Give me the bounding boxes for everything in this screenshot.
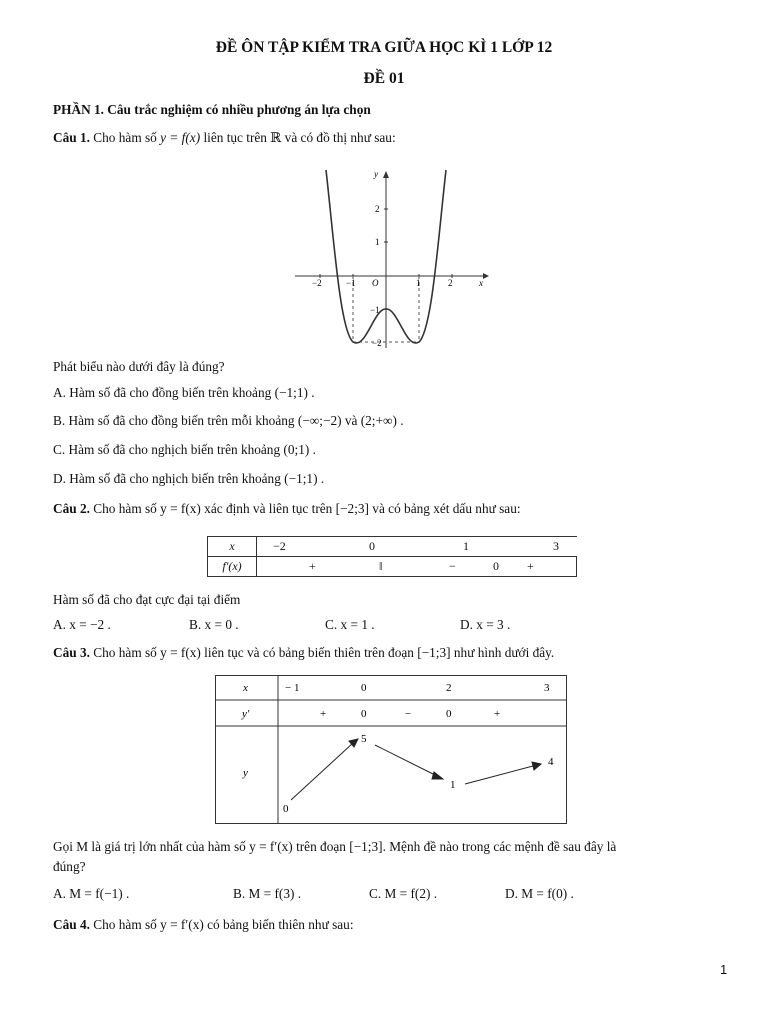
var-sign-plus-1: + xyxy=(320,708,327,720)
var-sign-zero-2: 0 xyxy=(446,708,452,720)
page-number: 1 xyxy=(720,962,728,977)
q3-option-a[interactable]: A. M = f(−1) . xyxy=(53,886,130,901)
q2-option-a[interactable]: A. x = −2 . xyxy=(53,617,111,632)
sign-table xyxy=(207,536,577,577)
sign-x-0: 0 xyxy=(369,539,375,553)
var-sign-plus-2: + xyxy=(494,708,501,720)
question-3-prompt-line-2: đúng? xyxy=(53,859,86,874)
question-3-prompt-line-1: Gọi M là giá trị lớn nhất của hàm số y = f′(x) trên đoạn [−1;3]. Mệnh đề nào trong các mệnh đề sau đây là xyxy=(53,839,617,854)
question-2-prompt: Hàm số đã cho đạt cực đại tại điểm xyxy=(53,592,241,607)
graph-label-y-neg2: −2 xyxy=(372,338,382,348)
question-1-label: Câu 1. xyxy=(53,130,90,145)
q1-option-d[interactable]: D. Hàm số đã cho nghịch biến trên khoảng (−1;1) . xyxy=(53,471,325,486)
question-3-label: Câu 3. xyxy=(53,645,90,660)
question-4-label: Câu 4. xyxy=(53,917,90,932)
var-sign-zero-1: 0 xyxy=(361,708,367,720)
sign-undefined: ‖ xyxy=(379,559,383,573)
q2-option-c[interactable]: C. x = 1 . xyxy=(325,617,375,632)
q1-function: y = f(x) xyxy=(160,130,201,145)
var-value-1: 1 xyxy=(450,779,456,791)
graph-label-y-neg1: −1 xyxy=(370,305,380,315)
sign-table-row xyxy=(257,557,577,577)
q3-text: Cho hàm số y = f(x) liên tục và có bảng biến thiên trên đoạn [−1;3] như hình dưới đây. xyxy=(89,645,555,660)
graph-label-x-axis: x xyxy=(479,278,483,288)
graph-label-y-axis: y xyxy=(374,169,378,179)
sign-plus-1: + xyxy=(309,559,316,573)
variation-table xyxy=(215,675,568,825)
q1-text-a: Cho hàm số xyxy=(89,130,161,145)
question-2-stem xyxy=(53,500,521,518)
q1-text-b: liên tục trên xyxy=(200,130,271,145)
var-sign-minus: − xyxy=(405,708,412,720)
q3-option-d[interactable]: D. M = f(0) . xyxy=(505,886,574,901)
sign-table-derivative-header: f′(x) xyxy=(208,557,257,577)
var-x-3: 3 xyxy=(544,682,550,694)
sign-plus-2: + xyxy=(527,559,534,573)
var-table-x-header: x xyxy=(243,682,248,694)
sign-minus: − xyxy=(449,559,456,573)
sign-zero: 0 xyxy=(493,559,499,573)
var-table-y-header: y xyxy=(243,767,248,779)
graph-label-y-2: 2 xyxy=(375,204,380,214)
sign-table-x-header: x xyxy=(208,537,257,557)
var-arrow-down xyxy=(375,745,437,776)
part-heading: PHẦN 1. Câu trắc nghiệm có nhiều phương án lựa chọn xyxy=(53,102,371,117)
question-4-stem xyxy=(53,916,354,934)
q4-text: Cho hàm số y = f′(x) có bảng biến thiên như sau: xyxy=(89,917,354,932)
q1-real-set: ℝ xyxy=(270,130,282,145)
question-2-label: Câu 2. xyxy=(53,501,90,516)
q2-option-d[interactable]: D. x = 3 . xyxy=(460,617,511,632)
q1-option-b[interactable]: B. Hàm số đã cho đồng biến trên mỗi khoảng (−∞;−2) và (2;+∞) . xyxy=(53,413,404,428)
sign-x-1: 1 xyxy=(463,539,469,553)
document-title: ĐỀ ÔN TẬP KIỂM TRA GIỮA HỌC KÌ 1 LỚP 12 xyxy=(215,39,553,56)
var-x-0: 0 xyxy=(361,682,367,694)
graph-label-y-1: 1 xyxy=(375,237,380,247)
graph-label-x-neg1: −1 xyxy=(346,278,356,288)
sign-x-3: 3 xyxy=(553,539,559,553)
document-subtitle: ĐỀ 01 xyxy=(363,70,405,87)
q1-text-c: và có đồ thị như sau: xyxy=(281,130,396,145)
var-table-derivative-header: y′ xyxy=(242,708,250,720)
graph-label-origin: O xyxy=(372,278,379,288)
q2-text: Cho hàm số y = f(x) xác định và liên tục trên [−2;3] và có bảng xét dấu như sau: xyxy=(89,501,521,516)
var-arrow-up-2 xyxy=(465,766,533,784)
var-x-neg1: − 1 xyxy=(285,682,300,694)
question-1-stem xyxy=(53,129,396,147)
q1-option-a[interactable]: A. Hàm số đã cho đồng biến trên khoảng (−1;1) . xyxy=(53,385,315,400)
var-value-5: 5 xyxy=(361,733,367,745)
function-graph xyxy=(290,160,490,350)
question-3-stem xyxy=(53,644,554,662)
sign-table-x-1 xyxy=(257,537,577,557)
var-x-2: 2 xyxy=(446,682,452,694)
q2-option-b[interactable]: B. x = 0 . xyxy=(189,617,239,632)
sign-x-neg2: −2 xyxy=(273,539,286,553)
graph-label-x-1: 1 xyxy=(416,278,421,288)
graph-label-x-neg2: −2 xyxy=(312,278,322,288)
q3-option-c[interactable]: C. M = f(2) . xyxy=(369,886,438,901)
q3-option-b[interactable]: B. M = f(3) . xyxy=(233,886,302,901)
question-1-prompt: Phát biểu nào dưới đây là đúng? xyxy=(53,359,225,374)
var-value-0: 0 xyxy=(283,803,289,815)
var-value-4: 4 xyxy=(548,756,554,768)
graph-label-x-2: 2 xyxy=(448,278,453,288)
var-arrow-up-1 xyxy=(291,743,353,800)
q1-option-c[interactable]: C. Hàm số đã cho nghịch biến trên khoảng (0;1) . xyxy=(53,442,316,457)
